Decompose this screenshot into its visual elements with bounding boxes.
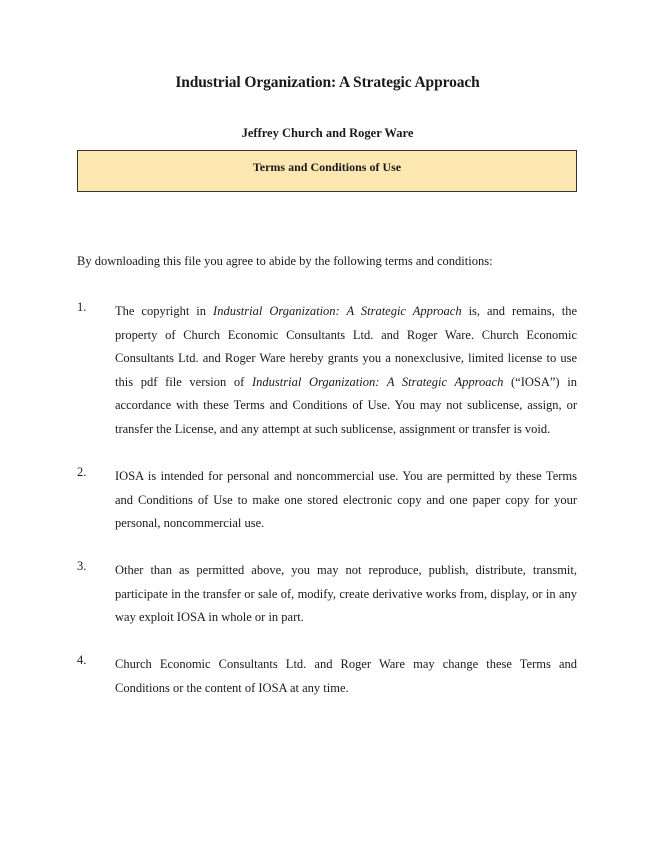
document-authors: Jeffrey Church and Roger Ware xyxy=(241,126,414,140)
book-title-italic: Industrial Organization: A Strategic Approach xyxy=(252,374,504,389)
terms-heading-box xyxy=(77,150,577,192)
term-text: Church Economic Consultants Ltd. and Roger Ware may change these Terms and Conditions or the content of IOSA at any time. xyxy=(115,657,577,695)
term-number: 1. xyxy=(77,300,87,314)
term-text-part: is, and remains, the property of Church Economic Consultants Ltd. and Roger Ware. Church Economic Consultants Ltd. and Roger Ware hereby grants you a nonexclusive, limited license to use this pdf file version of xyxy=(115,304,577,389)
term-text: Other than as permitted above, you may not reproduce, publish, distribute, transmit, participate in the transfer or sale of, modify, create derivative works from, display, or in any way exploit IOSA in whole or in part. xyxy=(115,563,577,624)
intro-paragraph: By downloading this file you agree to abide by the following terms and conditions: xyxy=(77,254,493,268)
term-number: 3. xyxy=(77,559,87,573)
term-number: 4. xyxy=(77,653,87,667)
term-text xyxy=(115,300,577,441)
terms-heading: Terms and Conditions of Use xyxy=(252,160,402,174)
document-title: Industrial Organization: A Strategic Approach xyxy=(175,74,480,91)
term-number: 2. xyxy=(77,465,87,479)
term-text-part: (“IOSA”) in accordance with these Terms and Conditions of Use. You may not sublicense, assign, or transfer the License, and any attempt at such sublicense, assignment or transfer is void. xyxy=(115,374,577,436)
term-text: IOSA is intended for personal and noncommercial use. You are permitted by these Terms and Conditions of Use to make one stored electronic copy and one paper copy for your personal, noncommercial use. xyxy=(115,469,577,530)
book-title-italic: Industrial Organization: A Strategic Approach xyxy=(213,304,462,318)
term-text-part: The copyright in xyxy=(115,304,214,318)
